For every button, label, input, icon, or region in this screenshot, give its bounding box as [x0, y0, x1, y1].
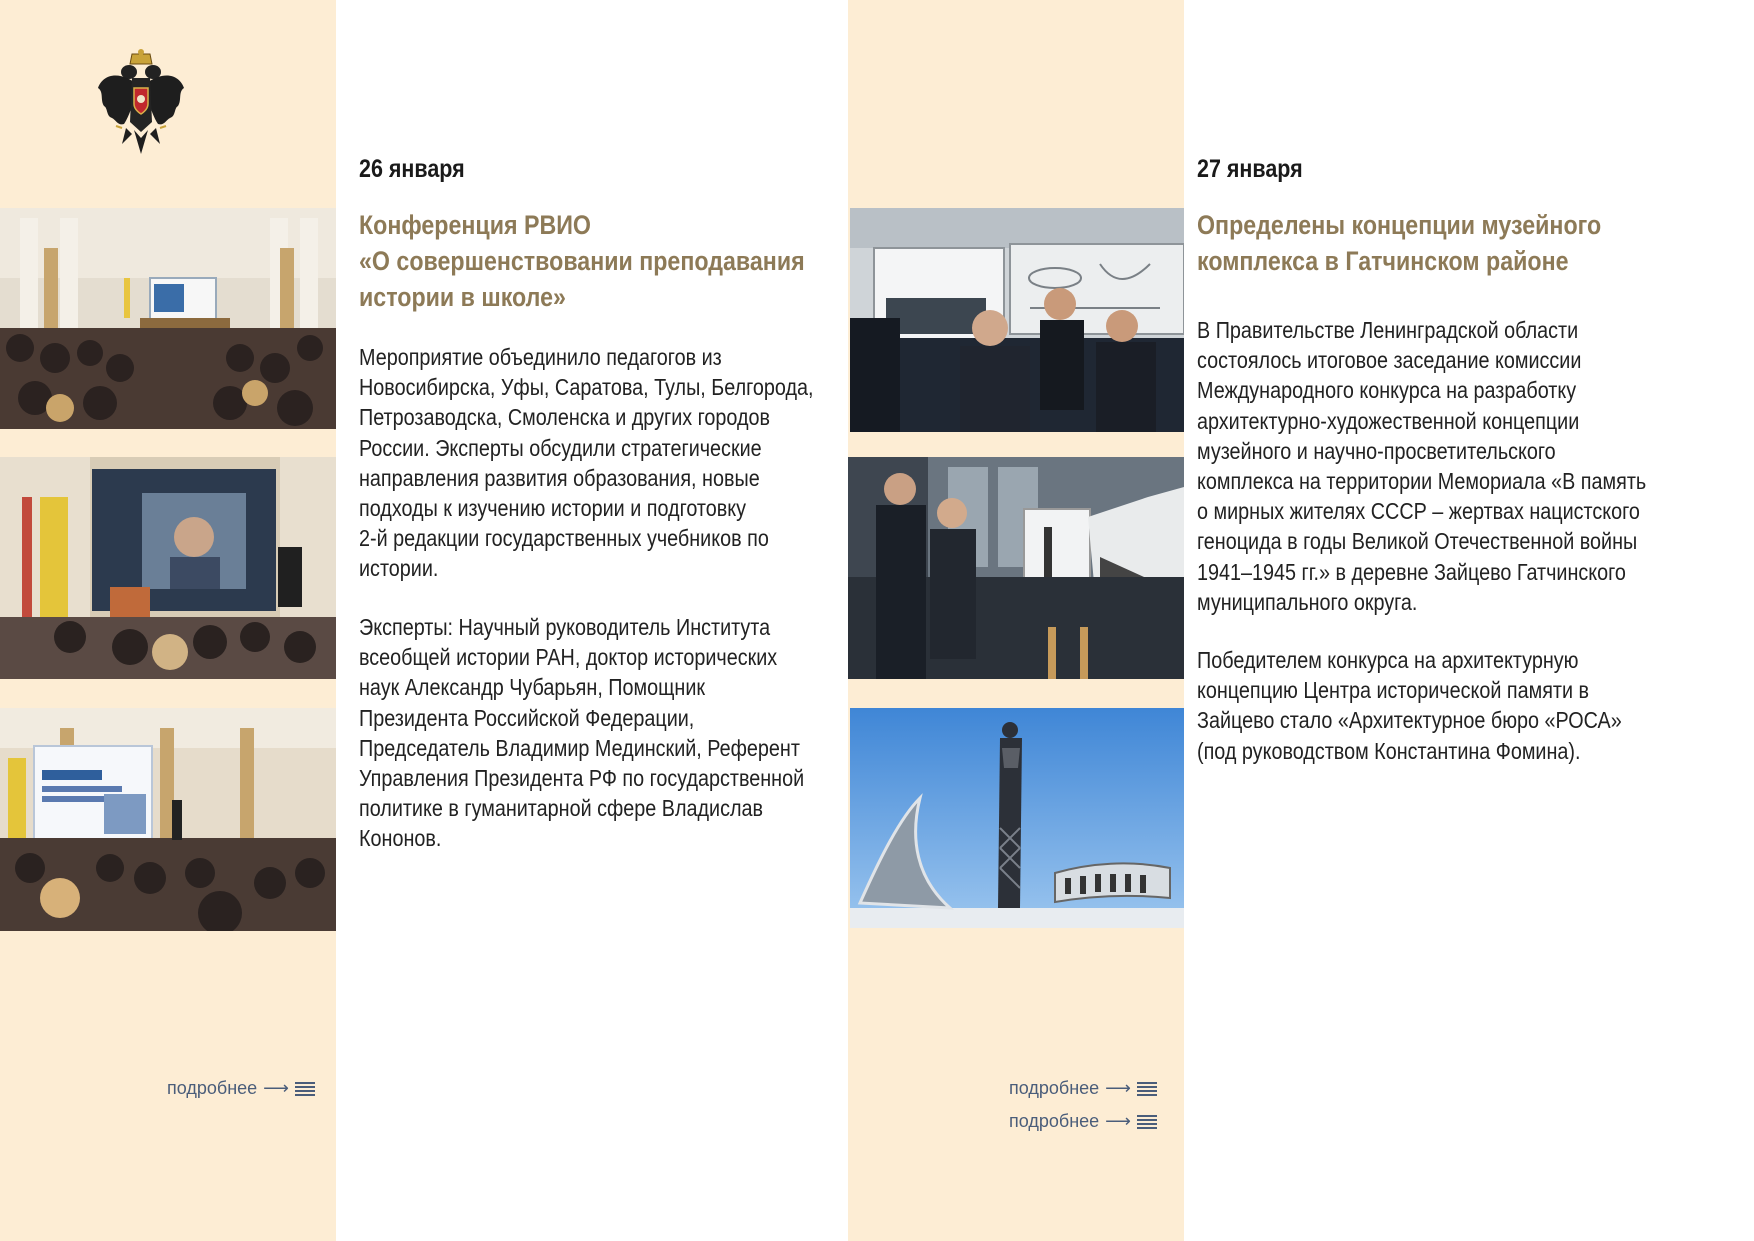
more-link-label: подробнее [1009, 1111, 1100, 1131]
text-line: Председатель Владимир Мединский, Референт [359, 734, 800, 761]
text-line: Управления Президента РФ по государственной [359, 765, 805, 792]
conference-stage-photo [0, 708, 336, 931]
more-link[interactable] [1009, 1111, 1157, 1132]
text-line: политике в гуманитарной сфере Владислав [359, 795, 764, 822]
event-date: 27 января [1197, 155, 1303, 183]
more-link[interactable] [167, 1078, 315, 1099]
event-description [359, 342, 814, 584]
eagle-emblem-icon [96, 48, 186, 156]
text-line: 1941–1945 гг.» в деревне Зайцево Гатчинского [1197, 558, 1626, 585]
text-line: о мирных жителях СССР – жертвах нацистского [1197, 498, 1640, 525]
arrow-right-icon: ⟶ [263, 1078, 289, 1098]
event-date: 26 января [359, 155, 465, 183]
conference-hall-photo [0, 208, 336, 429]
text-line: 2-й редакции государственных учебников по [359, 525, 769, 552]
more-link[interactable] [1009, 1078, 1157, 1099]
arrow-right-icon: ⟶ [1105, 1111, 1131, 1131]
text-line: Международного конкурса на разработку [1197, 377, 1577, 404]
document-lines-icon [1137, 1082, 1157, 1096]
text-line: муниципального округа. [1197, 588, 1418, 615]
text-line: Мероприятие объединило педагогов из [359, 344, 722, 370]
text-line: Победителем конкурса на архитектурную [1197, 647, 1579, 673]
headline-line: Конференция РВИО [359, 210, 591, 240]
text-line: наук Александр Чубарьян, Помощник [359, 674, 706, 701]
event-experts [359, 612, 804, 854]
headline-line: комплекса в Гатчинском районе [1197, 246, 1569, 276]
text-line: Кононов. [359, 825, 442, 852]
text-line: истории. [359, 555, 439, 582]
exhibition-discussion-photo [850, 208, 1184, 432]
headline-line: Определены концепции музейного [1197, 210, 1602, 240]
text-line: Зайцево стало «Архитектурное бюро «РОСА» [1197, 707, 1622, 734]
document-lines-icon [295, 1082, 315, 1096]
document-lines-icon [1137, 1115, 1157, 1129]
event-headline [359, 207, 805, 315]
text-line: музейного и научно-просветительского [1197, 437, 1556, 464]
text-line: геноцида в годы Великой Отечественной войны [1197, 528, 1638, 555]
competition-winner [1197, 645, 1622, 766]
text-line: Эксперты: Научный руководитель Института [359, 614, 771, 640]
more-link-label: подробнее [167, 1078, 258, 1098]
text-line: направления развития образования, новые [359, 464, 760, 491]
arrow-right-icon: ⟶ [1105, 1078, 1131, 1098]
text-line: подходы к изучению истории и подготовку [359, 495, 747, 522]
video-link-photo [0, 457, 336, 679]
text-line: России. Эксперты обсудили стратегические [359, 434, 762, 461]
text-line: Петрозаводска, Смоленска и других городов [359, 404, 771, 431]
text-line: В Правительстве Ленинградской области [1197, 317, 1579, 343]
event-description [1197, 315, 1646, 617]
text-line: всеобщей истории РАН, доктор исторических [359, 644, 778, 671]
text-line: (под руководством Константина Фомина). [1197, 737, 1581, 764]
text-line: архитектурно-художественной концепции [1197, 407, 1580, 434]
text-line: состоялось итоговое заседание комиссии [1197, 347, 1582, 374]
more-link-label: подробнее [1009, 1078, 1100, 1098]
text-line: Новосибирска, Уфы, Саратова, Тулы, Белгорода, [359, 374, 814, 401]
memorial-monument-photo [850, 708, 1184, 928]
headline-line: «О совершенствовании преподавания [359, 246, 805, 276]
exhibition-stands-photo [848, 457, 1184, 679]
text-line: Президента Российской Федерации, [359, 704, 695, 731]
text-line: концепцию Центра исторической памяти в [1197, 677, 1590, 704]
text-line: комплекса на территории Мемориала «В память [1197, 468, 1647, 495]
event-headline [1197, 207, 1601, 279]
headline-line: истории в школе» [359, 282, 566, 312]
